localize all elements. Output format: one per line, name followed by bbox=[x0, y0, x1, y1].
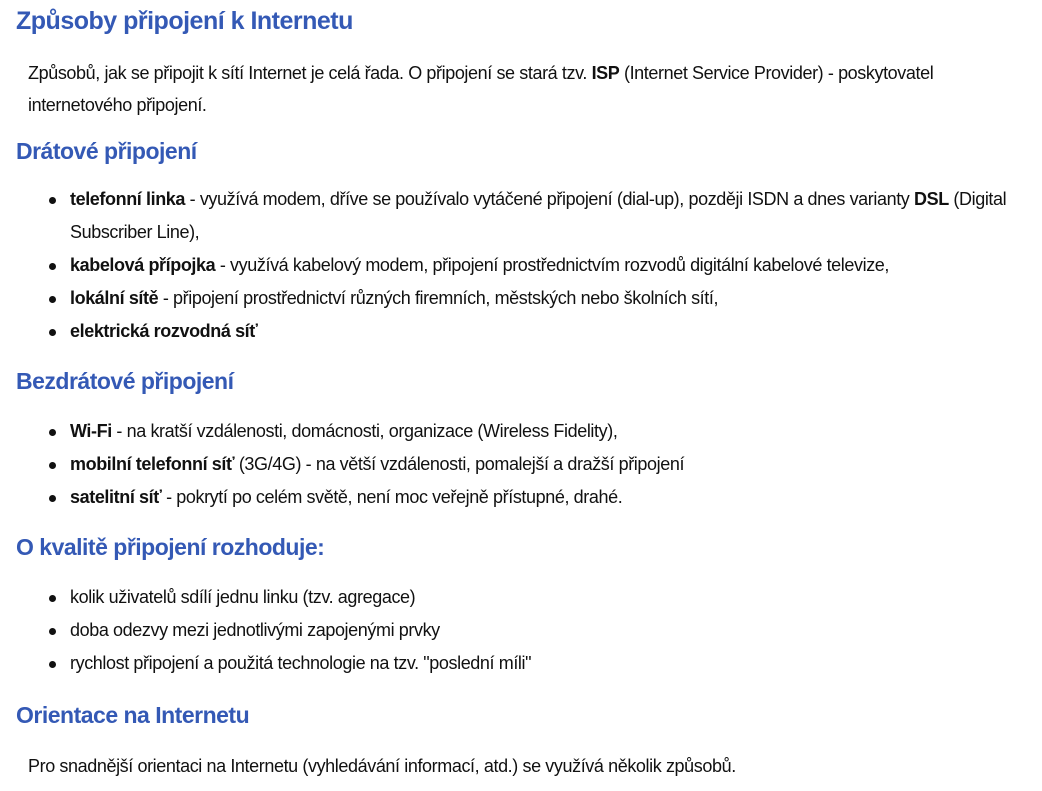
intro-text-a: Způsobů, jak se připojit k sítí Internet je celá řada. O připojení se stará tzv. bbox=[28, 63, 592, 83]
orientation-paragraph: Pro snadnější orientaci na Internetu (vyhledávání informací, atd.) se využívá několik způsobů. bbox=[28, 756, 736, 776]
bullet-icon bbox=[49, 197, 56, 204]
item-term: lokální sítě bbox=[70, 288, 159, 308]
bullet-icon bbox=[49, 628, 56, 635]
heading-orientation: Orientace na Internetu bbox=[16, 702, 250, 728]
list-item bbox=[46, 614, 1016, 647]
item-text: - pokrytí po celém světě, není moc veřejně přístupné, drahé. bbox=[161, 487, 623, 507]
item-term: Wi-Fi bbox=[70, 421, 112, 441]
bullet-icon bbox=[49, 661, 56, 668]
list-item bbox=[46, 415, 1016, 448]
list-item bbox=[46, 249, 1016, 282]
item-term: kabelová přípojka bbox=[70, 255, 216, 275]
heading-wired: Drátové připojení bbox=[16, 138, 197, 164]
list-item bbox=[46, 581, 1016, 614]
bullet-icon bbox=[49, 296, 56, 303]
list-item bbox=[46, 481, 1016, 514]
item-text: rychlost připojení a použitá technologie na tzv. "poslední míli" bbox=[70, 653, 532, 673]
heading-wireless: Bezdrátové připojení bbox=[16, 368, 234, 394]
intro-paragraph bbox=[28, 57, 1018, 121]
wired-list bbox=[46, 183, 1016, 348]
list-item bbox=[46, 282, 1016, 315]
item-text: - využívá modem, dříve se používalo vytáčené připojení (dial-up), později ISDN a dnes varianty bbox=[185, 189, 914, 209]
item-term: telefonní linka bbox=[70, 189, 186, 209]
bullet-icon bbox=[49, 595, 56, 602]
item-text: kolik uživatelů sdílí jednu linku (tzv. agregace) bbox=[70, 587, 416, 607]
item-text: - využívá kabelový modem, připojení prostřednictvím rozvodů digitální kabelové televize, bbox=[215, 255, 890, 275]
bullet-icon bbox=[49, 495, 56, 502]
heading-quality: O kvalitě připojení rozhoduje: bbox=[16, 534, 325, 560]
bullet-icon bbox=[49, 429, 56, 436]
item-text: (3G/4G) - na větší vzdálenosti, pomalejší a dražší připojení bbox=[234, 454, 685, 474]
item-term: mobilní telefonní síť bbox=[70, 454, 235, 474]
wireless-list bbox=[46, 415, 1016, 514]
intro-text-b: (Internet Service Provider) - poskytovatel internetového připojení. bbox=[28, 63, 934, 115]
bullet-icon bbox=[49, 329, 56, 336]
quality-list bbox=[46, 581, 1016, 680]
bullet-icon bbox=[49, 263, 56, 270]
list-item bbox=[46, 448, 1016, 481]
heading-connection-methods: Způsoby připojení k Internetu bbox=[16, 7, 353, 35]
item-text: doba odezvy mezi jednotlivými zapojenými prvky bbox=[70, 620, 440, 640]
list-item bbox=[46, 647, 1016, 680]
item-text: - na kratší vzdálenosti, domácnosti, organizace (Wireless Fidelity), bbox=[111, 421, 618, 441]
list-item bbox=[46, 183, 1016, 249]
item-term: satelitní síť bbox=[70, 487, 162, 507]
item-text: - připojení prostřednictví různých firemních, městských nebo školních sítí, bbox=[158, 288, 719, 308]
item-text-secondary: (Digital Subscriber Line), bbox=[70, 189, 1007, 242]
item-term-secondary: DSL bbox=[914, 189, 949, 209]
item-term: elektrická rozvodná síť bbox=[70, 321, 258, 341]
list-item bbox=[46, 315, 1016, 348]
isp-term: ISP bbox=[591, 63, 620, 83]
bullet-icon bbox=[49, 462, 56, 469]
